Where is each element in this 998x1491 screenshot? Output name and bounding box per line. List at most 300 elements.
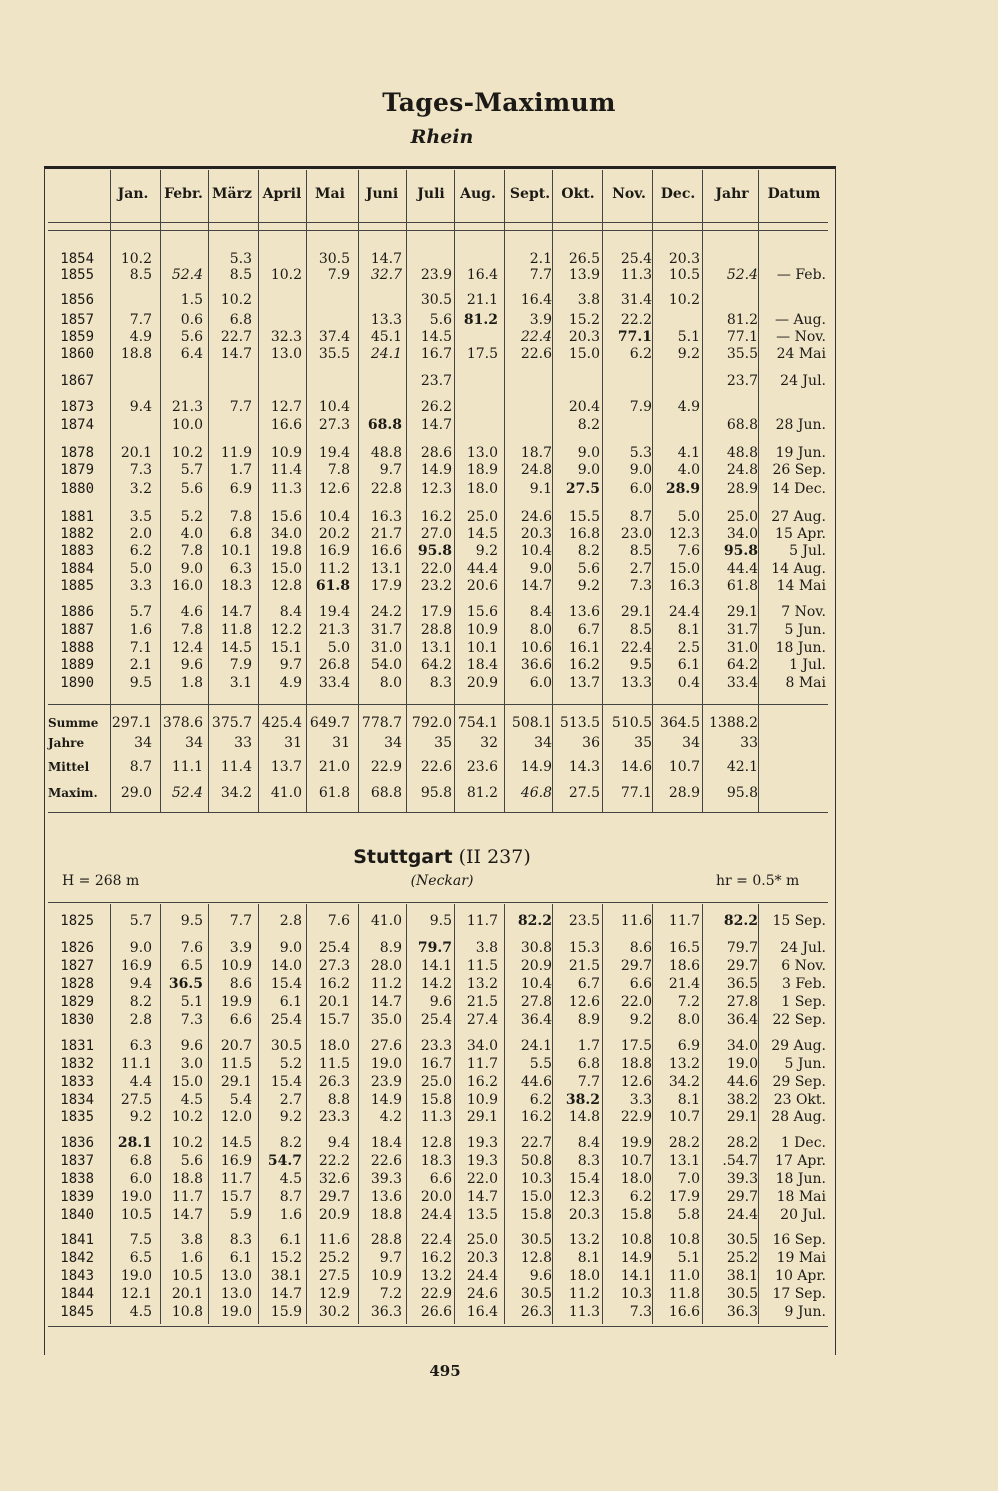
- value-cell: 10.7: [668, 1109, 700, 1125]
- value-cell: 10.9: [220, 958, 252, 974]
- value-cell: 17.5: [466, 346, 498, 362]
- value-cell: 31.0: [370, 640, 402, 656]
- value-cell: 20.1: [318, 994, 350, 1010]
- value-cell: 18.8: [370, 1207, 402, 1223]
- value-cell: 36.3: [370, 1304, 402, 1320]
- value-cell: 13.3: [620, 675, 652, 691]
- value-cell: 14.9: [620, 1250, 652, 1266]
- value-cell: 20.3: [520, 526, 552, 542]
- value-cell: 18.8: [620, 1056, 652, 1072]
- column-divider: [306, 904, 307, 1324]
- value-cell: 19.3: [466, 1153, 498, 1169]
- value-cell: 32.7: [370, 267, 402, 283]
- value-cell: 18.0: [466, 481, 498, 497]
- value-cell: 27.8: [726, 994, 758, 1010]
- value-cell: 35.0: [370, 1012, 402, 1028]
- value-cell: 2.5: [677, 640, 700, 656]
- row-divider: [48, 230, 828, 231]
- value-cell: 30.5: [420, 292, 452, 308]
- value-cell: 14.1: [620, 1268, 652, 1284]
- value-cell: 11.3: [420, 1109, 452, 1125]
- value-cell: 17.9: [420, 604, 452, 620]
- date-cell: 5 Jun.: [784, 1056, 826, 1072]
- value-cell: 7.7: [229, 399, 252, 415]
- value-cell: 25.0: [726, 509, 758, 525]
- summary-cell: 10.7: [668, 759, 700, 775]
- value-cell: 30.5: [726, 1286, 758, 1302]
- value-cell: 23.9: [370, 1074, 402, 1090]
- value-cell: 14.7: [370, 994, 402, 1010]
- value-cell: 5.1: [677, 329, 700, 345]
- date-cell: 3 Feb.: [781, 976, 826, 992]
- value-cell: 21.1: [466, 292, 498, 308]
- column-divider: [552, 904, 553, 1324]
- value-cell: 29.1: [466, 1109, 498, 1125]
- column-header: Juli: [417, 186, 445, 202]
- value-cell: 24.8: [520, 462, 552, 478]
- summary-cell: 34: [534, 735, 552, 751]
- value-cell: 8.7: [279, 1189, 302, 1205]
- column-divider: [208, 904, 209, 1324]
- value-cell: 12.6: [620, 1074, 652, 1090]
- value-cell: 27.8: [520, 994, 552, 1010]
- value-cell: 16.4: [466, 267, 498, 283]
- value-cell: 10.9: [466, 1092, 498, 1108]
- value-cell: 68.8: [726, 417, 758, 433]
- year-cell: 1833: [60, 1074, 94, 1090]
- column-divider: [504, 170, 505, 812]
- value-cell: 61.8: [726, 578, 758, 594]
- date-cell: 1 Dec.: [780, 1135, 826, 1151]
- value-cell: 10.0: [171, 417, 203, 433]
- value-cell: 15.8: [420, 1092, 452, 1108]
- value-cell: 26.2: [420, 399, 452, 415]
- value-cell: 95.8: [417, 543, 452, 559]
- value-cell: 15.6: [270, 509, 302, 525]
- value-cell: 44.6: [726, 1074, 758, 1090]
- value-cell: 36.5: [726, 976, 758, 992]
- summary-cell: 34: [682, 735, 700, 751]
- value-cell: 9.4: [327, 1135, 350, 1151]
- value-cell: 5.0: [129, 561, 152, 577]
- value-cell: 54.7: [267, 1153, 302, 1169]
- column-header: Febr.: [164, 186, 203, 202]
- value-cell: 11.2: [568, 1286, 600, 1302]
- value-cell: 16.2: [420, 509, 452, 525]
- value-cell: 11.5: [220, 1056, 252, 1072]
- value-cell: 68.8: [367, 417, 402, 433]
- value-cell: 14.7: [466, 1189, 498, 1205]
- value-cell: 1.8: [180, 675, 203, 691]
- value-cell: 8.5: [629, 622, 652, 638]
- summary-cell: 46.8: [520, 785, 552, 801]
- value-cell: 10.9: [466, 622, 498, 638]
- value-cell: 27.5: [565, 481, 600, 497]
- value-cell: 20.3: [466, 1250, 498, 1266]
- value-cell: 10.2: [270, 267, 302, 283]
- value-cell: 9.2: [629, 1012, 652, 1028]
- value-cell: 20.2: [318, 526, 350, 542]
- value-cell: 11.9: [220, 445, 252, 461]
- value-cell: 6.8: [229, 526, 252, 542]
- value-cell: 7.8: [229, 509, 252, 525]
- value-cell: 3.8: [180, 1232, 203, 1248]
- value-cell: 9.2: [129, 1109, 152, 1125]
- value-cell: 24.1: [370, 346, 402, 362]
- value-cell: 19.8: [270, 543, 302, 559]
- value-cell: 6.1: [229, 1250, 252, 1266]
- value-cell: 9.6: [429, 994, 452, 1010]
- summary-cell: 649.7: [309, 715, 350, 731]
- value-cell: 27.0: [420, 526, 452, 542]
- date-cell: 5 Jul.: [789, 543, 826, 559]
- value-cell: 14.5: [220, 1135, 252, 1151]
- value-cell: 16.6: [270, 417, 302, 433]
- value-cell: 5.7: [129, 604, 152, 620]
- value-cell: 9.0: [629, 462, 652, 478]
- value-cell: 9.0: [180, 561, 203, 577]
- stuttgart-river: (Neckar): [410, 873, 474, 889]
- column-header: Aug.: [460, 186, 496, 202]
- value-cell: 11.7: [220, 1171, 252, 1187]
- value-cell: 38.2: [565, 1092, 600, 1108]
- value-cell: 7.2: [379, 1286, 402, 1302]
- value-cell: 20.3: [668, 251, 700, 267]
- value-cell: 17.5: [620, 1038, 652, 1054]
- date-cell: 18 Jun.: [775, 640, 826, 656]
- value-cell: 2.0: [129, 526, 152, 542]
- value-cell: 5.8: [677, 1207, 700, 1223]
- date-cell: 15 Apr.: [775, 526, 826, 542]
- summary-cell: 32: [480, 735, 498, 751]
- value-cell: 25.4: [318, 940, 350, 956]
- value-cell: 24.1: [520, 1038, 552, 1054]
- date-cell: 27 Aug.: [771, 509, 826, 525]
- row-divider: [48, 812, 828, 813]
- value-cell: 1.7: [229, 462, 252, 478]
- value-cell: 6.9: [677, 1038, 700, 1054]
- date-cell: 8 Mai: [785, 675, 826, 691]
- year-cell: 1828: [60, 976, 94, 992]
- value-cell: 9.0: [577, 462, 600, 478]
- column-divider: [758, 170, 759, 812]
- value-cell: 34.0: [726, 526, 758, 542]
- year-cell: 1839: [60, 1189, 94, 1205]
- value-cell: 10.1: [220, 543, 252, 559]
- value-cell: 11.5: [318, 1056, 350, 1072]
- value-cell: 82.2: [517, 913, 552, 929]
- value-cell: 7.9: [229, 657, 252, 673]
- value-cell: 3.3: [129, 578, 152, 594]
- value-cell: 5.7: [180, 462, 203, 478]
- value-cell: 36.3: [726, 1304, 758, 1320]
- value-cell: 16.9: [120, 958, 152, 974]
- value-cell: 13.2: [420, 1268, 452, 1284]
- value-cell: 21.4: [668, 976, 700, 992]
- value-cell: 5.0: [677, 509, 700, 525]
- value-cell: 26.3: [520, 1304, 552, 1320]
- value-cell: 31.4: [620, 292, 652, 308]
- value-cell: 24.2: [370, 604, 402, 620]
- row-divider: [48, 704, 828, 705]
- value-cell: 9.0: [129, 940, 152, 956]
- value-cell: 11.2: [318, 561, 350, 577]
- date-cell: 19 Jun.: [775, 445, 826, 461]
- year-cell: 1860: [60, 346, 94, 362]
- value-cell: 25.4: [620, 251, 652, 267]
- value-cell: 9.2: [677, 346, 700, 362]
- date-cell: 17 Sep.: [772, 1286, 826, 1302]
- value-cell: 10.8: [171, 1304, 203, 1320]
- value-cell: 25.2: [318, 1250, 350, 1266]
- summary-cell: 23.6: [466, 759, 498, 775]
- value-cell: 20.7: [220, 1038, 252, 1054]
- value-cell: 14.5: [420, 329, 452, 345]
- value-cell: 18.3: [220, 578, 252, 594]
- value-cell: 25.0: [466, 509, 498, 525]
- value-cell: 8.3: [229, 1232, 252, 1248]
- value-cell: 13.1: [370, 561, 402, 577]
- value-cell: 13.0: [466, 445, 498, 461]
- value-cell: 11.8: [220, 622, 252, 638]
- value-cell: 5.3: [229, 251, 252, 267]
- value-cell: 15.1: [270, 640, 302, 656]
- year-cell: 1834: [60, 1092, 94, 1108]
- value-cell: 20.3: [568, 329, 600, 345]
- date-cell: 24 Jul.: [780, 940, 826, 956]
- value-cell: 18.0: [568, 1268, 600, 1284]
- value-cell: 7.7: [577, 1074, 600, 1090]
- value-cell: 5.6: [577, 561, 600, 577]
- value-cell: 4.0: [677, 462, 700, 478]
- value-cell: 8.3: [429, 675, 452, 691]
- value-cell: 9.7: [379, 462, 402, 478]
- value-cell: 4.5: [279, 1171, 302, 1187]
- value-cell: 7.3: [129, 462, 152, 478]
- value-cell: 13.6: [370, 1189, 402, 1205]
- value-cell: 30.5: [726, 1232, 758, 1248]
- value-cell: 7.3: [180, 1012, 203, 1028]
- value-cell: 7.9: [629, 399, 652, 415]
- value-cell: 16.7: [420, 1056, 452, 1072]
- column-divider: [406, 170, 407, 812]
- summary-cell: 11.1: [171, 759, 203, 775]
- value-cell: 5.5: [529, 1056, 552, 1072]
- value-cell: 10.3: [620, 1286, 652, 1302]
- value-cell: 10.4: [318, 399, 350, 415]
- value-cell: 7.6: [677, 543, 700, 559]
- summary-cell: 35: [634, 735, 652, 751]
- value-cell: 4.9: [279, 675, 302, 691]
- column-divider: [160, 904, 161, 1324]
- value-cell: 8.5: [129, 267, 152, 283]
- value-cell: 27.6: [370, 1038, 402, 1054]
- year-cell: 1831: [60, 1038, 94, 1054]
- value-cell: 22.0: [466, 1171, 498, 1187]
- year-cell: 1886: [60, 604, 94, 620]
- summary-cell: 33: [234, 735, 252, 751]
- value-cell: 22.4: [620, 640, 652, 656]
- year-cell: 1885: [60, 578, 94, 594]
- value-cell: 1.6: [180, 1250, 203, 1266]
- value-cell: 39.3: [726, 1171, 758, 1187]
- value-cell: 6.6: [629, 976, 652, 992]
- value-cell: 25.0: [420, 1074, 452, 1090]
- date-cell: 29 Aug.: [771, 1038, 826, 1054]
- year-cell: 1854: [60, 251, 94, 267]
- value-cell: 13.0: [220, 1286, 252, 1302]
- value-cell: 1.6: [129, 622, 152, 638]
- year-cell: 1842: [60, 1250, 94, 1266]
- value-cell: 28.2: [726, 1135, 758, 1151]
- value-cell: 28.9: [665, 481, 700, 497]
- value-cell: 52.4: [726, 267, 758, 283]
- summary-cell: 792.0: [411, 715, 452, 731]
- value-cell: 6.7: [577, 976, 600, 992]
- value-cell: 22.9: [620, 1109, 652, 1125]
- row-divider: [48, 1326, 828, 1327]
- value-cell: 12.0: [220, 1109, 252, 1125]
- value-cell: 24.4: [726, 1207, 758, 1223]
- value-cell: 15.7: [318, 1012, 350, 1028]
- value-cell: 15.4: [270, 1074, 302, 1090]
- value-cell: 4.0: [180, 526, 203, 542]
- value-cell: 6.2: [629, 346, 652, 362]
- year-cell: 1825: [60, 913, 94, 929]
- value-cell: 10.4: [520, 976, 552, 992]
- value-cell: 4.9: [129, 329, 152, 345]
- value-cell: 6.7: [577, 622, 600, 638]
- date-cell: 17 Apr.: [775, 1153, 826, 1169]
- value-cell: 15.9: [270, 1304, 302, 1320]
- value-cell: 5.6: [180, 1153, 203, 1169]
- value-cell: 11.0: [668, 1268, 700, 1284]
- year-cell: 1845: [60, 1304, 94, 1320]
- value-cell: 15.2: [568, 312, 600, 328]
- value-cell: 19.0: [370, 1056, 402, 1072]
- value-cell: 6.4: [180, 346, 203, 362]
- value-cell: 12.4: [171, 640, 203, 656]
- value-cell: 24.4: [668, 604, 700, 620]
- value-cell: 9.5: [629, 657, 652, 673]
- date-cell: 1 Sep.: [781, 994, 826, 1010]
- value-cell: 8.0: [379, 675, 402, 691]
- value-cell: 6.9: [229, 481, 252, 497]
- value-cell: 8.1: [677, 1092, 700, 1108]
- value-cell: 18.0: [318, 1038, 350, 1054]
- value-cell: 3.8: [475, 940, 498, 956]
- value-cell: 3.1: [229, 675, 252, 691]
- column-divider: [160, 170, 161, 812]
- value-cell: 6.0: [629, 481, 652, 497]
- value-cell: 8.0: [677, 1012, 700, 1028]
- value-cell: 8.8: [327, 1092, 350, 1108]
- value-cell: 30.2: [318, 1304, 350, 1320]
- value-cell: 24.6: [520, 509, 552, 525]
- value-cell: 8.1: [677, 622, 700, 638]
- value-cell: 25.0: [466, 1232, 498, 1248]
- value-cell: 12.7: [270, 399, 302, 415]
- value-cell: 12.6: [568, 994, 600, 1010]
- year-cell: 1890: [60, 675, 94, 691]
- value-cell: 23.9: [420, 267, 452, 283]
- date-cell: 9 Jun.: [784, 1304, 826, 1320]
- summary-cell: 34: [134, 735, 152, 751]
- value-cell: 9.5: [129, 675, 152, 691]
- value-cell: 15.8: [520, 1207, 552, 1223]
- value-cell: 13.7: [568, 675, 600, 691]
- value-cell: 12.8: [520, 1250, 552, 1266]
- value-cell: 12.3: [568, 1189, 600, 1205]
- value-cell: 30.5: [520, 1286, 552, 1302]
- value-cell: 22.2: [318, 1153, 350, 1169]
- date-cell: — Aug.: [775, 312, 826, 328]
- date-cell: 26 Sep.: [772, 462, 826, 478]
- value-cell: 12.2: [270, 622, 302, 638]
- value-cell: 23.7: [420, 373, 452, 389]
- value-cell: 36.6: [520, 657, 552, 673]
- year-cell: 1883: [60, 543, 94, 559]
- value-cell: 5.3: [629, 445, 652, 461]
- value-cell: 38.1: [726, 1268, 758, 1284]
- value-cell: 8.9: [577, 1012, 600, 1028]
- value-cell: 64.2: [726, 657, 758, 673]
- value-cell: 15.0: [171, 1074, 203, 1090]
- value-cell: 14.7: [520, 578, 552, 594]
- value-cell: 24.4: [420, 1207, 452, 1223]
- year-cell: 1832: [60, 1056, 94, 1072]
- value-cell: 19.0: [120, 1268, 152, 1284]
- value-cell: 14.8: [568, 1109, 600, 1125]
- value-cell: 14.7: [420, 417, 452, 433]
- date-cell: 1 Jul.: [789, 657, 826, 673]
- summary-cell: 510.5: [611, 715, 652, 731]
- value-cell: 16.2: [568, 657, 600, 673]
- value-cell: 10.2: [171, 1135, 203, 1151]
- column-header: Dec.: [660, 186, 696, 202]
- stuttgart-code: (II 237): [458, 846, 531, 868]
- value-cell: 32.3: [270, 329, 302, 345]
- value-cell: 82.2: [723, 913, 758, 929]
- value-cell: 18.3: [420, 1153, 452, 1169]
- summary-cell: 77.1: [620, 785, 652, 801]
- value-cell: 1.6: [279, 1207, 302, 1223]
- value-cell: 21.7: [370, 526, 402, 542]
- value-cell: 9.6: [180, 1038, 203, 1054]
- value-cell: 7.6: [327, 913, 350, 929]
- value-cell: 28.9: [726, 481, 758, 497]
- value-cell: 2.7: [279, 1092, 302, 1108]
- value-cell: 6.1: [279, 994, 302, 1010]
- value-cell: 26.6: [420, 1304, 452, 1320]
- value-cell: 30.5: [270, 1038, 302, 1054]
- value-cell: 28.1: [117, 1135, 152, 1151]
- value-cell: 11.7: [466, 913, 498, 929]
- date-cell: 14 Dec.: [771, 481, 826, 497]
- value-cell: 10.8: [620, 1232, 652, 1248]
- value-cell: 14.1: [420, 958, 452, 974]
- column-divider: [702, 904, 703, 1324]
- value-cell: 7.3: [629, 578, 652, 594]
- value-cell: 26.8: [318, 657, 350, 673]
- value-cell: 8.5: [629, 543, 652, 559]
- summary-cell: 13.7: [270, 759, 302, 775]
- value-cell: 11.4: [270, 462, 302, 478]
- value-cell: 8.1: [577, 1250, 600, 1266]
- value-cell: 19.0: [726, 1056, 758, 1072]
- value-cell: 7.7: [529, 267, 552, 283]
- value-cell: 10.2: [171, 445, 203, 461]
